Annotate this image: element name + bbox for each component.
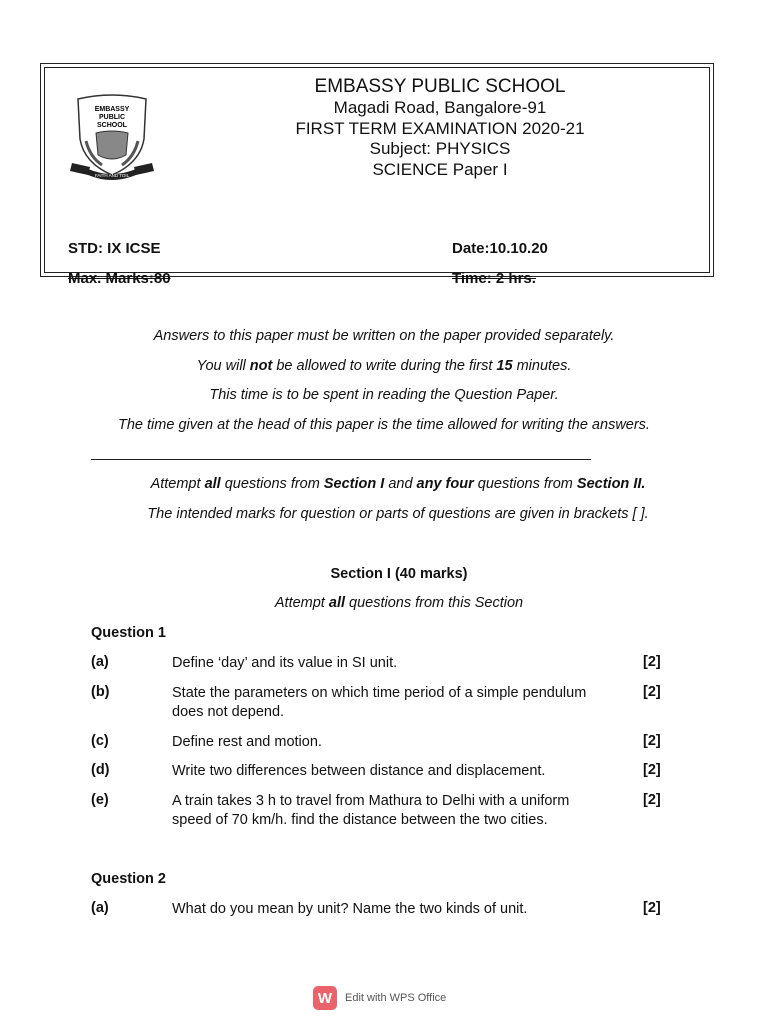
question-1-heading: Question 1 — [91, 625, 166, 641]
instruction-5 — [14, 476, 768, 492]
q1-part-label: (a) — [91, 654, 109, 670]
instr2-part-e: minutes. — [512, 358, 572, 374]
q1-part-text: Define rest and motion. — [172, 734, 322, 750]
q1-part-label: (e) — [91, 792, 109, 808]
logo-text-3: SCHOOL — [97, 122, 127, 129]
school-name: EMBASSY PUBLIC SCHOOL — [314, 76, 566, 97]
instr5-any-four: any four — [416, 476, 474, 492]
paper-line: SCIENCE Paper I — [372, 159, 508, 179]
q1-part-marks: [2] — [643, 733, 661, 749]
wps-edit-badge[interactable] — [313, 986, 446, 1010]
section-sub-c: questions from this Section — [345, 595, 524, 611]
instr2-not: not — [249, 358, 273, 374]
q1-part-text: State the parameters on which time period of a simple pendulum does not depend. — [172, 685, 587, 720]
q1-part-label: (d) — [91, 762, 110, 778]
q1-part-text: A train takes 3 h to travel from Mathura to Delhi with a uniform speed of 70 km/h. find the distance between the two cities. — [172, 793, 570, 828]
section-sub-a: Attempt — [274, 595, 329, 611]
q1-part-text: Write two differences between distance and displacement. — [172, 763, 546, 779]
section-subtitle — [15, 595, 768, 611]
instr5-a: Attempt — [150, 476, 205, 492]
instr5-c: questions from — [220, 476, 324, 492]
subject-line: Subject: PHYSICS — [369, 139, 511, 158]
q2-part-marks: [2] — [643, 900, 661, 916]
question-2-heading: Question 2 — [91, 871, 166, 887]
q2-part-label: (a) — [91, 900, 109, 916]
school-header — [190, 76, 690, 180]
instr5-all: all — [204, 476, 221, 492]
instr2-part-a: You will — [196, 358, 250, 374]
logo-motto: FAITH AND TOIL — [94, 173, 130, 178]
q1-part-label: (c) — [91, 733, 109, 749]
school-address: Magadi Road, Bangalore-91 — [333, 98, 547, 117]
instr5-section-2: Section II. — [576, 476, 646, 492]
section-sub-all: all — [328, 595, 345, 611]
logo-text-2: PUBLIC — [98, 114, 126, 121]
section-title: Section I (40 marks) — [330, 566, 468, 582]
std-label: STD: IX ICSE — [68, 240, 161, 257]
instr5-section-1: Section I — [323, 476, 385, 492]
max-marks-label: Max. Marks:80 — [68, 270, 171, 287]
instruction-3: This time is to be spent in reading the Question Paper. — [209, 387, 559, 403]
q1-part-label: (b) — [91, 684, 110, 700]
instruction-1: Answers to this paper must be written on the paper provided separately. — [153, 328, 615, 344]
instr5-e: and — [384, 476, 417, 492]
exam-title: FIRST TERM EXAMINATION 2020-21 — [295, 118, 585, 138]
instruction-4: The time given at the head of this paper is the time allowed for writing the answers. — [118, 417, 650, 433]
q2-part-text: What do you mean by unit? Name the two kinds of unit. — [172, 901, 528, 917]
q1-part-marks: [2] — [643, 762, 661, 778]
time-label: Time: 2 hrs. — [452, 270, 536, 287]
q1-part-marks: [2] — [643, 684, 661, 700]
wps-edit-label: Edit with WPS Office — [345, 992, 447, 1004]
instr2-part-c: be allowed to write during the first — [272, 358, 497, 374]
logo-text-1: EMBASSY — [94, 106, 130, 113]
instruction-2 — [0, 358, 768, 374]
instr5-g: questions from — [473, 476, 577, 492]
instruction-6: The intended marks for question or parts of questions are given in brackets [ ]. — [147, 506, 649, 522]
school-crest-logo — [66, 93, 158, 185]
divider-line — [91, 459, 591, 460]
q1-part-marks: [2] — [643, 654, 661, 670]
instr2-15: 15 — [496, 358, 513, 374]
q1-part-text: Define ‘day’ and its value in SI unit. — [172, 655, 398, 671]
date-label: Date:10.10.20 — [452, 240, 548, 257]
q1-part-marks: [2] — [643, 792, 661, 808]
wps-office-icon: W — [313, 986, 337, 1010]
